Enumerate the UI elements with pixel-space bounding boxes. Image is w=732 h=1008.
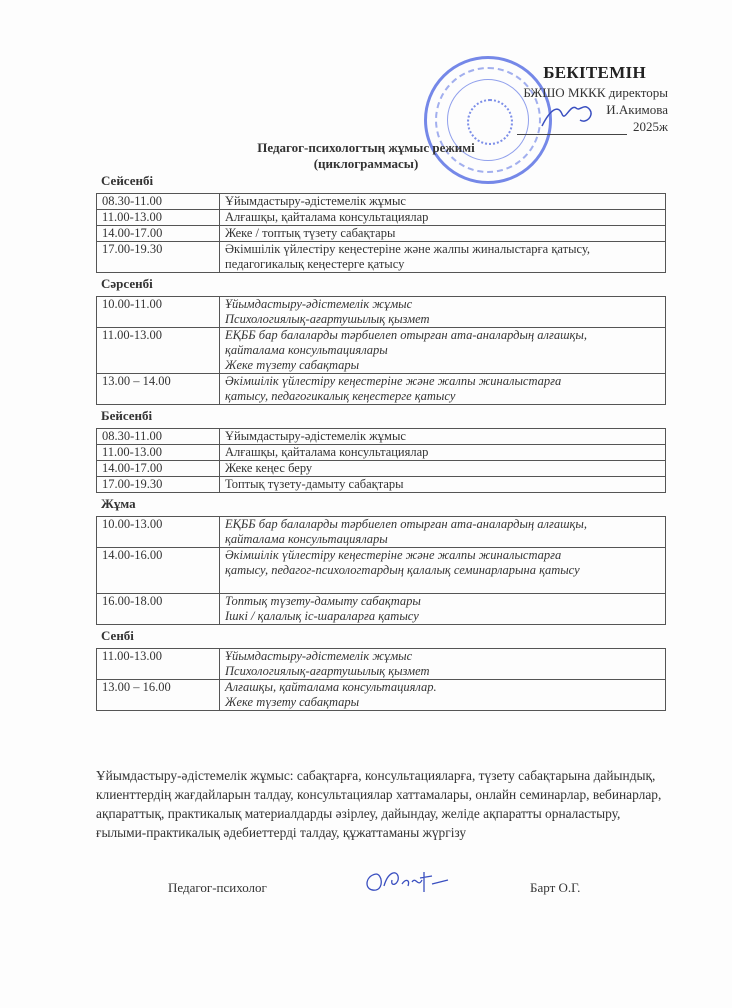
activity-line: Психологиялық-ағартушылық қызмет [225, 312, 430, 326]
time-cell: 14.00-17.00 [97, 461, 220, 477]
activity-line: қатысу, педагог-психологтардың қалалық семинарларына қатысу [225, 563, 580, 577]
table-row [97, 210, 666, 226]
activity-cell [220, 594, 666, 625]
activity-line: Ұйымдастыру-әдістемелік жұмыс [225, 297, 413, 311]
time-cell: 11.00-13.00 [97, 210, 220, 226]
activity-cell [220, 477, 666, 493]
table-row [97, 548, 666, 594]
activity-cell [220, 297, 666, 328]
activity-cell [220, 194, 666, 210]
activity-line: Топтық түзету-дамыту сабақтары [225, 477, 404, 491]
time-cell: 14.00-16.00 [97, 548, 220, 594]
activity-cell [220, 548, 666, 594]
activity-line: қатысу, педагогикалық кеңестерге қатысу [225, 389, 456, 403]
day-schedule-table [96, 648, 666, 711]
day-heading: Сәрсенбі [101, 276, 153, 291]
time-cell: 10.00-11.00 [97, 297, 220, 328]
approval-position: БЖШО МККК директоры [523, 85, 668, 100]
activity-line: Әкімшілік үйлестіру кеңестеріне және жалпы жиналыстарға [225, 548, 562, 562]
time-cell: 08.30-11.00 [97, 429, 220, 445]
time-cell: 17.00-19.30 [97, 477, 220, 493]
day-schedule-table [96, 516, 666, 625]
table-row [97, 680, 666, 711]
table-row [97, 517, 666, 548]
document-title: Педагог-психологтың жұмыс режимі [257, 140, 475, 155]
activity-cell [220, 517, 666, 548]
activity-line: Ұйымдастыру-әдістемелік жұмыс [225, 649, 413, 663]
time-cell: 11.00-13.00 [97, 328, 220, 374]
time-cell: 16.00-18.00 [97, 594, 220, 625]
psychologist-signature-icon [362, 866, 452, 900]
activity-cell [220, 210, 666, 226]
table-row [97, 594, 666, 625]
activity-line: педагогикалық кеңестерге қатысу [225, 257, 405, 271]
activity-line: Жеке кеңес беру [225, 461, 313, 475]
activity-cell [220, 242, 666, 273]
time-cell: 08.30-11.00 [97, 194, 220, 210]
day-heading: Жұма [101, 496, 136, 511]
activity-line: қайталама консультациялары [225, 343, 388, 357]
table-row [97, 328, 666, 374]
activity-cell [220, 328, 666, 374]
table-row [97, 649, 666, 680]
table-row [97, 297, 666, 328]
day-schedule-table [96, 193, 666, 273]
activity-cell [220, 680, 666, 711]
activity-line: Ұйымдастыру-әдістемелік жұмыс [225, 194, 406, 208]
activity-line: Әкімшілік үйлестіру кеңестеріне және жалпы жиналыстарға қатысу, [225, 242, 591, 256]
schedule [96, 170, 666, 711]
activity-line: Жеке / топтық түзету сабақтары [225, 226, 396, 240]
activity-cell [220, 445, 666, 461]
activity-line: Жеке түзету сабақтары [225, 358, 360, 372]
activity-line: Ұйымдастыру-әдістемелік жұмыс [225, 429, 406, 443]
table-row [97, 242, 666, 273]
table-row [97, 445, 666, 461]
activity-cell [220, 429, 666, 445]
activity-cell [220, 649, 666, 680]
activity-line: Алғашқы, қайталама консультациялар. [225, 680, 437, 694]
activity-line: ЕҚББ бар балаларды тәрбиелеп отырған ата-аналардың алғашқы, [225, 328, 587, 342]
table-row [97, 374, 666, 405]
day-schedule-table [96, 428, 666, 493]
activity-line: қайталама консультациялары [225, 532, 388, 546]
table-row [97, 194, 666, 210]
table-row [97, 461, 666, 477]
activity-line: Психологиялық-ағартушылық қызмет [225, 664, 430, 678]
activity-line: Топтық түзету-дамыту сабақтары [225, 594, 421, 608]
note-paragraph: Ұйымдастыру-әдістемелік жұмыс: сабақтарға, консультацияларға, түзету сабақтарына дайындық, клиенттердің жағдайларын талдау, консультациялар хаттамалары, онлайн семинарлар, вебинарлар, ақпараттық, практикалық материалдарды әзірлеу, дайындау, желіде ақпаратты орналастыру, ғылыми-практикалық әдебиеттерді талдау, құжаттаманы жүргізу [96, 768, 662, 840]
director-signature-icon [540, 100, 600, 130]
activity-cell [220, 461, 666, 477]
time-cell: 13.00 – 14.00 [97, 374, 220, 405]
activity-line: Әкімшілік үйлестіру кеңестеріне және жалпы жиналыстарға [225, 374, 562, 388]
day-heading: Сенбі [101, 628, 134, 643]
title-block [30, 140, 702, 172]
activity-line [225, 578, 660, 593]
day-heading: Бейсенбі [101, 408, 153, 423]
time-cell: 14.00-17.00 [97, 226, 220, 242]
document-subtitle: (циклограммасы) [313, 156, 419, 171]
activity-cell [220, 226, 666, 242]
activity-line: Жеке түзету сабақтары [225, 695, 360, 709]
activity-line: Алғашқы, қайталама консультациялар [225, 445, 429, 459]
approval-year: 2025ж [633, 119, 668, 134]
approval-heading: БЕКІТЕМІН [543, 63, 646, 82]
approval-name: И.Акимова [606, 102, 668, 117]
activity-line: ЕҚББ бар балаларды тәрбиелеп отырған ата-аналардың алғашқы, [225, 517, 587, 531]
table-row [97, 477, 666, 493]
time-cell: 10.00-13.00 [97, 517, 220, 548]
footer-name: Барт О.Г. [530, 880, 581, 895]
activity-line: Алғашқы, қайталама консультациялар [225, 210, 429, 224]
activity-cell [220, 374, 666, 405]
time-cell: 11.00-13.00 [97, 649, 220, 680]
day-heading: Сейсенбі [101, 173, 154, 188]
day-schedule-table [96, 296, 666, 405]
time-cell: 17.00-19.30 [97, 242, 220, 273]
time-cell: 11.00-13.00 [97, 445, 220, 461]
table-row [97, 429, 666, 445]
time-cell: 13.00 – 16.00 [97, 680, 220, 711]
table-row [97, 226, 666, 242]
activity-line: Ішкі / қалалық іс-шараларға қатысу [225, 609, 419, 623]
footer-role: Педагог-психолог [168, 880, 267, 895]
